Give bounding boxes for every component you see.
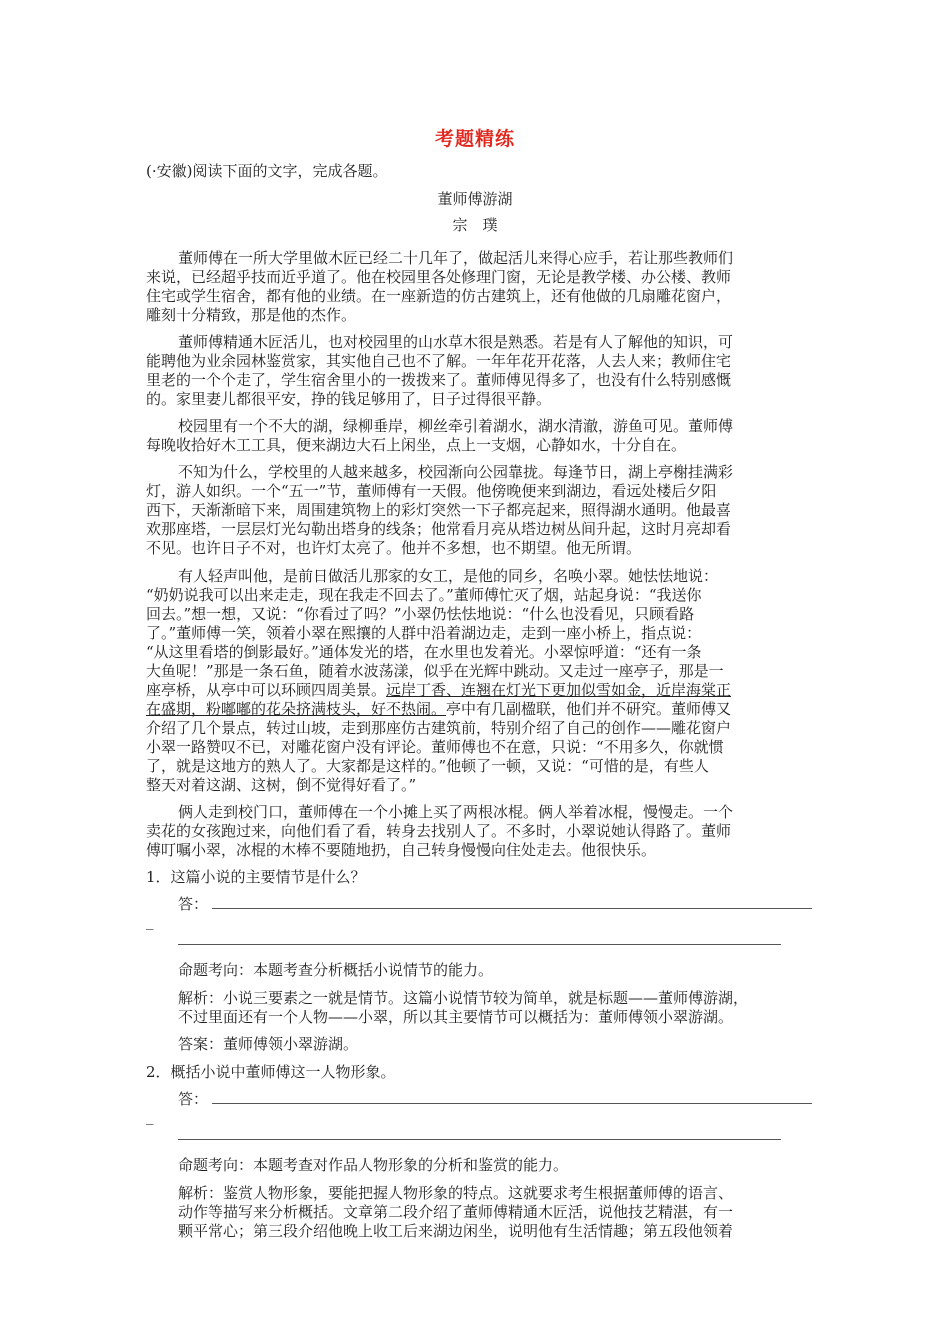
story-title: 董师傅游湖 <box>437 190 513 208</box>
answer-line[interactable] <box>212 1089 812 1104</box>
paragraph-6-line: 卖花的女孩跑过来，向他们看了看，转身去找别人了。不多时，小翠说她认得路了。董师 <box>146 822 732 840</box>
paragraph-6-line: 俩人走到校门口，董师傅在一个小摊上买了两根冰棍。俩人举着冰棍，慢慢走。一个 <box>178 803 734 821</box>
paragraph-2-line: 董师傅精通木匠活儿，也对校园里的山水草木很是熟悉。若是有人了解他的知识，可 <box>178 333 734 351</box>
paragraph-5-line: 有人轻声叫他，是前日做活儿那家的女工，是他的同乡，名唤小翠。她怯怯地说： <box>178 567 719 585</box>
paragraph-5-line: 了。”董师傅一笑，领着小翠在熙攘的人群中沿着湖边走，走到一座小桥上，指点说： <box>146 624 702 642</box>
paragraph-4-line: 不见。也许日子不对，也许灯太亮了。他并不多想，也不期望。他无所谓。 <box>146 539 642 557</box>
paragraph-2-line: 的。家里妻儿都很平安，挣的钱足够用了，日子过得很平静。 <box>146 390 552 408</box>
paragraph-1-line: 住宅或学生宿舍，都有他的业绩。在一座新造的仿古建筑上，还有他做的几扇雕花窗户， <box>146 287 732 305</box>
question-2-prompt: 2．概括小说中董师傅这一人物形象。 <box>146 1063 396 1081</box>
paragraph-5-line: 介绍了几个景点，转过山坡，走到那座仿古建筑前，特别介绍了自己的创作——雕花窗户 <box>146 719 732 737</box>
paragraph-1-line: 董师傅在一所大学里做木匠已经二十几年了，做起活儿来得心应手，若让那些教师们 <box>178 249 734 267</box>
question-direction: 命题考向：本题考查对作品人物形象的分析和鉴赏的能力。 <box>178 1156 569 1174</box>
paragraph-5-line: 小翠一路赞叹不已，对雕花窗户没有评论。董师傅也不在意，只说：“不用多久，你就惯 <box>146 738 724 756</box>
answer-line[interactable] <box>178 944 781 945</box>
paragraph-5-line <box>146 700 731 719</box>
paragraph-3-line: 校园里有一个不大的湖，绿柳垂岸，柳丝牵引着湖水，湖水清澈，游鱼可见。董师傅 <box>178 417 734 435</box>
underlined-passage: 远岸丁香、连翘在灯光下更加似雪如金，近岸海棠正 <box>386 681 732 699</box>
answer-label: 答： <box>178 1090 209 1108</box>
paragraph-6-line: 傅叮嘱小翠，冰棍的木棒不要随地扔，自己转身慢慢向住处走去。他很快乐。 <box>146 841 657 859</box>
paragraph-5-line: 大鱼呢！”那是一条石鱼，随着水波荡漾，似乎在光辉中跳动。又走过一座亭子，那是一 <box>146 662 724 680</box>
answer-field-1[interactable] <box>178 894 812 914</box>
question-direction: 命题考向：本题考查分析概括小说情节的能力。 <box>178 961 494 979</box>
paragraph-5-line: “从这里看塔的倒影最好。”通体发光的塔，在水里也发着光。小翠惊呼道：“还有一条 <box>146 643 702 661</box>
paragraph-5-text: 亭中有几副楹联，他们并不研究。董师傅又 <box>446 700 732 718</box>
paragraph-4-line: 西下，天渐渐暗下来，周围建筑物上的彩灯突然一下子都亮起来，照得湖水通明。他最喜 <box>146 501 732 519</box>
dash-mark: _ <box>146 912 154 930</box>
paragraph-5-text: 座亭桥，从亭中可以环顾四周美景。 <box>146 681 387 699</box>
dash-mark: _ <box>146 1107 154 1125</box>
paragraph-4-line: 不知为什么，学校里的人越来越多，校园渐向公园靠拢。每逢节日，湖上亭榭挂满彩 <box>178 463 734 481</box>
paragraph-2-line: 里老的一个个走了，学生宿舍里小的一拨拨来了。董师傅见得多了，也没有什么特别感慨 <box>146 371 732 389</box>
analysis-line: 不过里面还有一个人物——小翠，所以其主要情节可以概括为：董师傅领小翠游湖。 <box>178 1008 734 1026</box>
paragraph-1-line: 雕刻十分精致，那是他的杰作。 <box>146 306 357 324</box>
analysis-line: 颗平常心；第三段介绍他晚上收工后来湖边闲坐，说明他有生活情趣；第五段他领着 <box>178 1222 734 1240</box>
page-title: 考题精练 <box>434 128 515 150</box>
answer-line[interactable] <box>212 894 812 909</box>
paragraph-5-line: 整天对着这湖、这树，倒不觉得好看了。” <box>146 776 417 794</box>
paragraph-5-line: 了，就是这地方的熟人了。大家都是这样的。”他顿了一顿，又说：“可惜的是，有些人 <box>146 757 709 775</box>
analysis-line: 解析：鉴赏人物形象，要能把握人物形象的特点。这就要求考生根据董师傅的语言、 <box>178 1184 734 1202</box>
answer-line[interactable] <box>178 1139 781 1140</box>
paragraph-1-line: 来说，已经超乎技而近乎道了。他在校园里各处修理门窗，无论是教学楼、办公楼、教师 <box>146 268 732 286</box>
analysis-line: 动作等描写来分析概括。文章第二段介绍了董师傅精通木匠活，说他技艺精湛，有一 <box>178 1203 734 1221</box>
paragraph-5-line: 回去。”想一想，又说：“你看过了吗？”小翠仍怯怯地说：“什么也没看见，只顾看路 <box>146 605 695 623</box>
answer-label: 答： <box>178 895 209 913</box>
answer-field-2[interactable] <box>178 1089 812 1109</box>
paragraph-5-line <box>146 681 731 700</box>
answer-key: 答案：董师傅领小翠游湖。 <box>178 1035 359 1053</box>
paragraph-2-line: 能聘他为业余园林鉴赏家，其实他自己也不了解。一年年花开花落，人去人来；教师住宅 <box>146 352 732 370</box>
paragraph-5-line: “奶奶说我可以出来走走，现在我走不回去了。”董师傅忙灭了烟，站起身说：“我送你 <box>146 586 702 604</box>
underlined-passage: 在盛期，粉嘟嘟的花朵挤满枝头，好不热闹。 <box>146 700 447 718</box>
paragraph-4-line: 欢那座塔，一层层灯光勾勒出塔身的线条；他常看月亮从塔边树丛间升起，这时月亮却看 <box>146 520 732 538</box>
paragraph-3-line: 每晚收拾好木工工具，便来湖边大石上闲坐，点上一支烟，心静如水，十分自在。 <box>146 436 687 454</box>
analysis-line: 解析：小说三要素之一就是情节。这篇小说情节较为简单，就是标题——董师傅游湖， <box>178 989 749 1007</box>
story-author: 宗 璞 <box>452 216 498 234</box>
paragraph-4-line: 灯，游人如织。一个“五一”节，董师傅有一天假。他傍晚便来到湖边，看远处楼后夕阳 <box>146 482 717 500</box>
question-1-prompt: 1．这篇小说的主要情节是什么？ <box>146 868 366 886</box>
instruction-text: (·安徽)阅读下面的文字，完成各题。 <box>146 162 388 180</box>
